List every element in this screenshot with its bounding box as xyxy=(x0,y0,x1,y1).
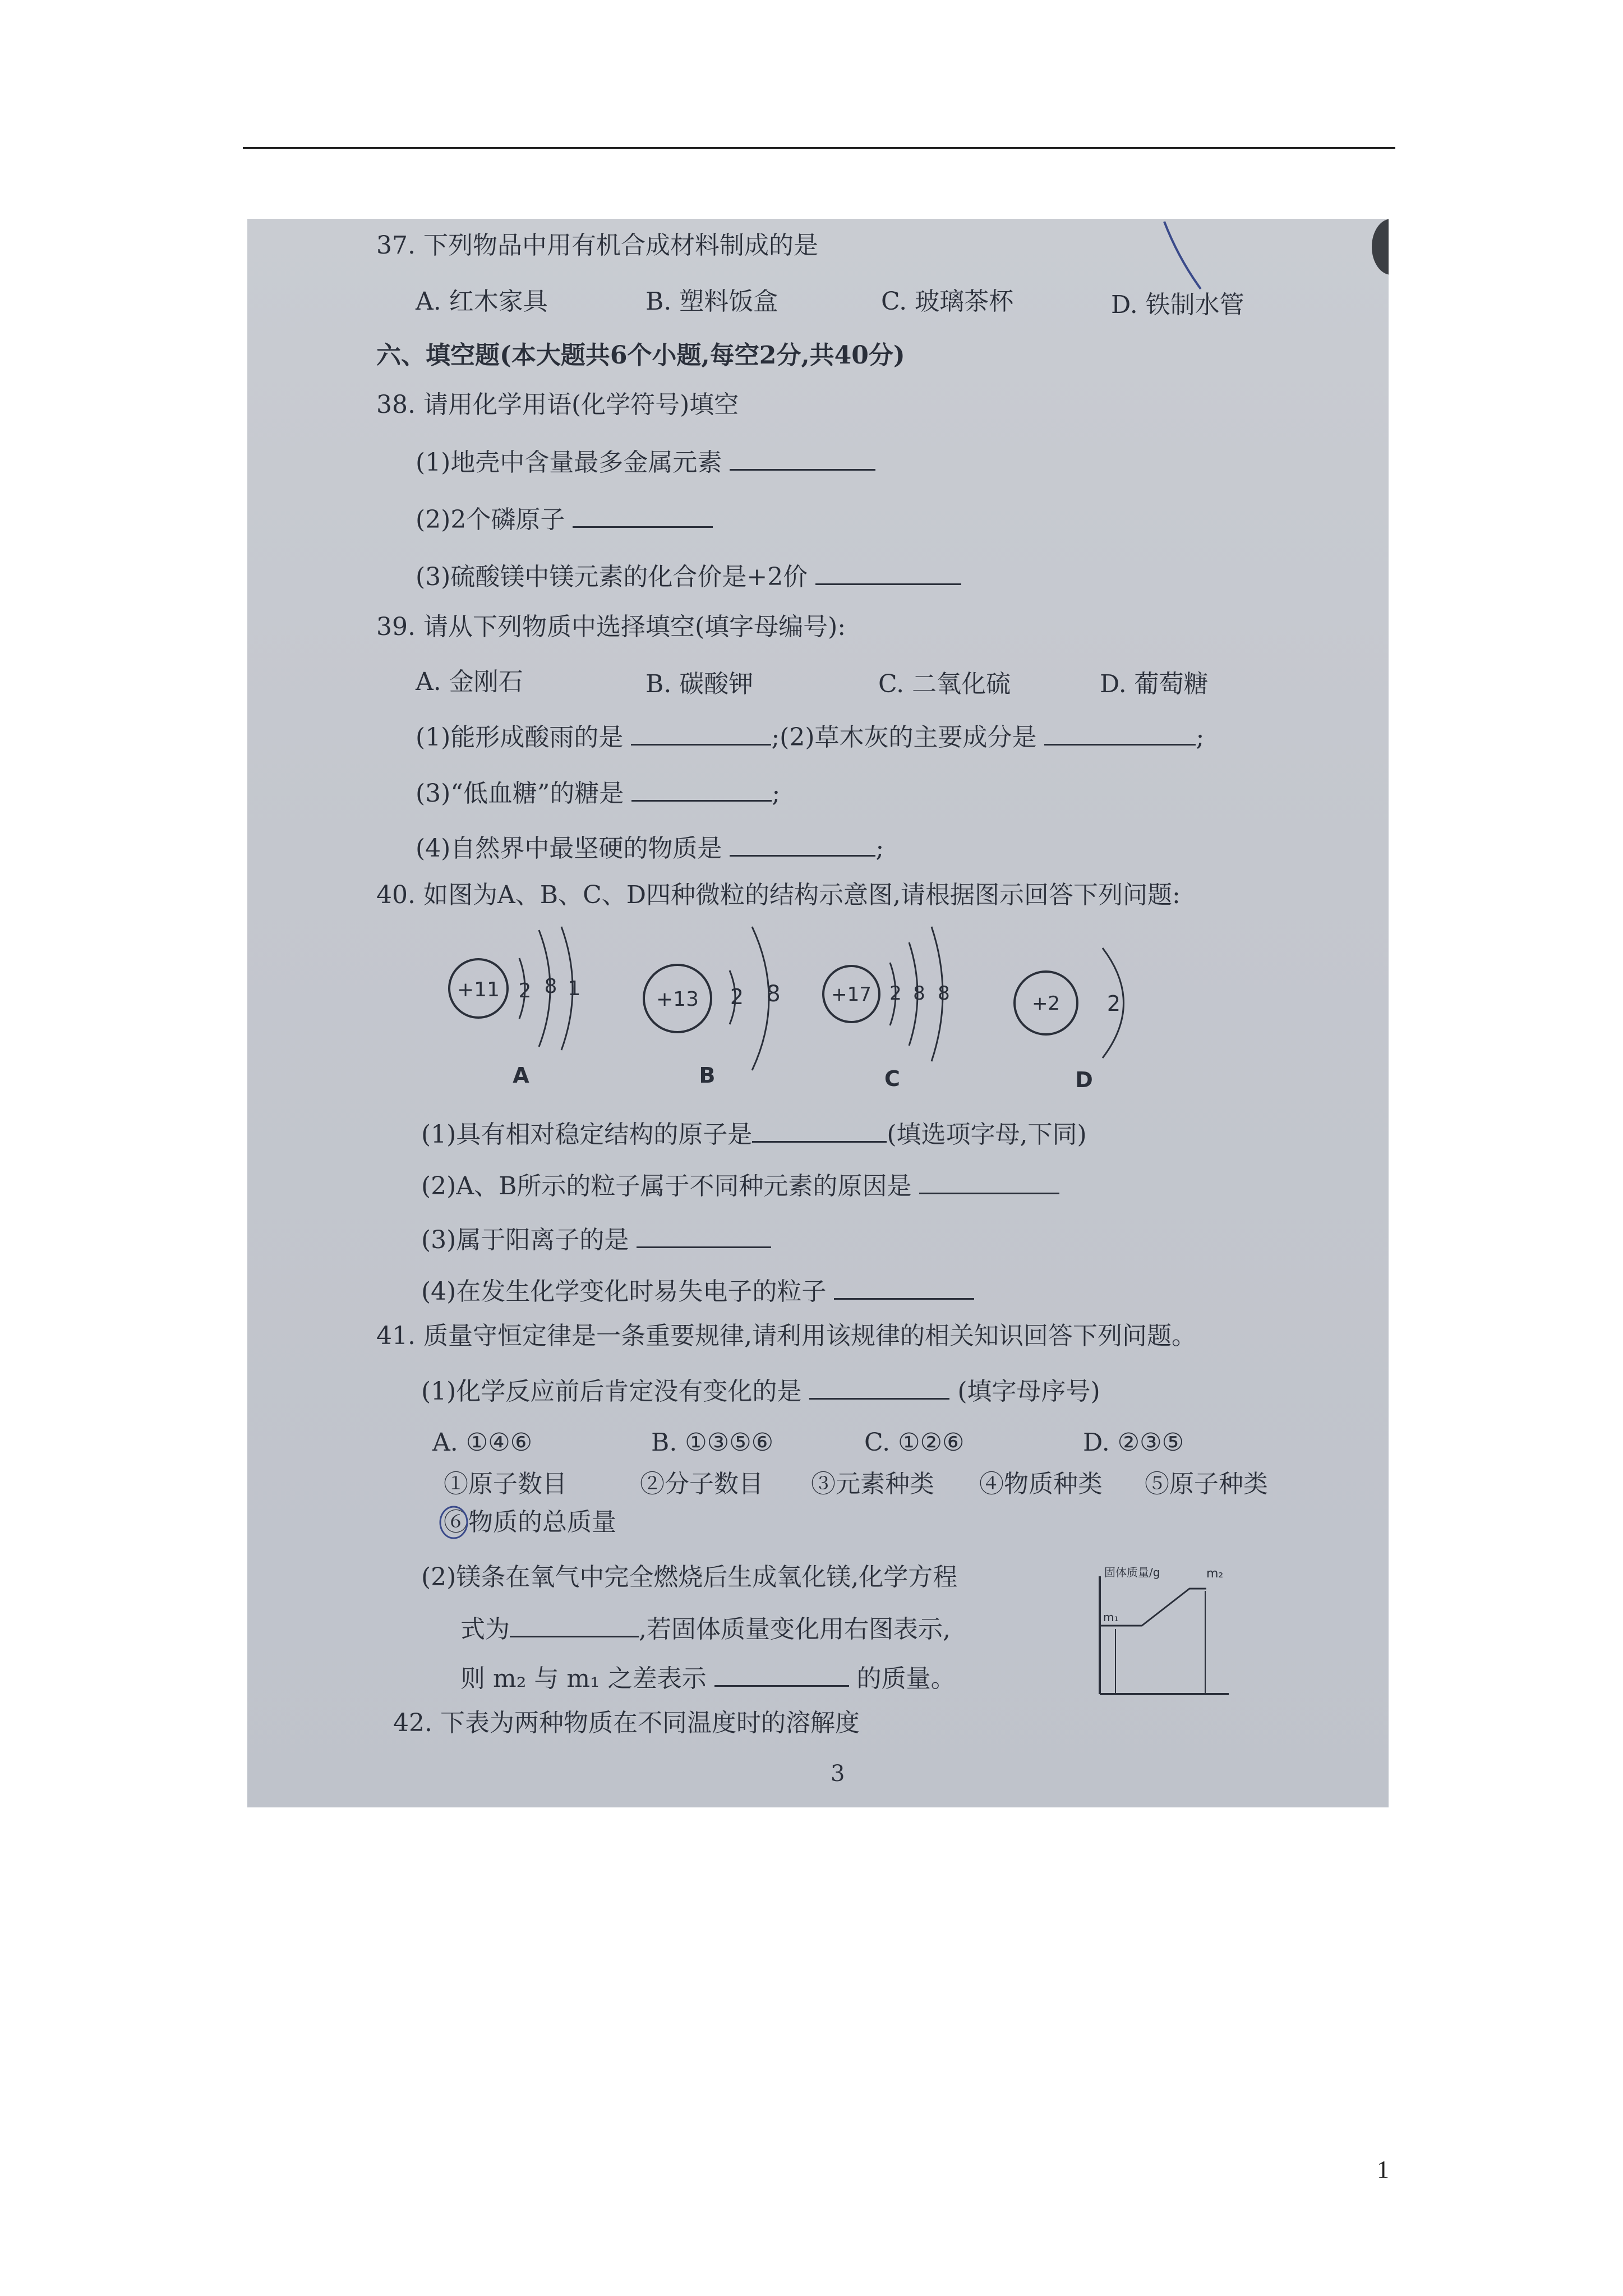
q37-stem: 37. 下列物品中用有机合成材料制成的是 xyxy=(376,231,818,260)
answer-blank[interactable] xyxy=(752,1121,887,1143)
q41-choice-4: ④物质种类 xyxy=(979,1470,1103,1498)
answer-blank[interactable] xyxy=(714,1665,849,1687)
answer-blank[interactable] xyxy=(510,1616,639,1637)
q40-item-2: (2)A、B所示的粒子属于不同种元素的原因是 xyxy=(421,1172,1059,1199)
q41-choice-6: ⑥物质的总质量 xyxy=(444,1508,616,1536)
svg-text:+17: +17 xyxy=(831,983,872,1006)
q41-choice-1: ①原子数目 xyxy=(444,1470,567,1498)
scanned-exam-photo xyxy=(247,219,1389,1807)
q41-part-2-line3: 则 m₂ 与 m₁ 之差表示 的质量。 xyxy=(460,1664,956,1693)
q42-stem: 42. 下表为两种物质在不同温度时的溶解度 xyxy=(393,1709,860,1737)
svg-text:8: 8 xyxy=(913,982,925,1005)
particle-c xyxy=(823,927,950,1091)
q39-option-b: B. 碳酸钾 xyxy=(645,670,754,698)
q38-stem: 38. 请用化学用语(化学符号)填空 xyxy=(376,390,739,419)
q39-option-a: A. 金刚石 xyxy=(416,668,523,696)
header-rule xyxy=(243,147,1395,149)
q39-item-1-2: (1)能形成酸雨的是 ;(2)草木灰的主要成分是 ; xyxy=(416,723,1205,752)
answer-blank[interactable] xyxy=(919,1172,1059,1194)
q41-part-1: (1)化学反应前后肯定没有变化的是 (填字母序号) xyxy=(421,1377,1100,1406)
answer-blank[interactable] xyxy=(637,1226,771,1248)
q40-stem: 40. 如图为A、B、C、D四种微粒的结构示意图,请根据图示回答下列问题: xyxy=(376,881,1181,909)
particle-d xyxy=(1015,948,1124,1092)
q41-part-2-line1: (2)镁条在氧气中完全燃烧后生成氧化镁,化学方程 xyxy=(421,1563,958,1591)
svg-text:m₂: m₂ xyxy=(1206,1567,1224,1581)
q40-item-1: (1)具有相对稳定结构的原子是 (填选项字母,下同) xyxy=(421,1120,1087,1149)
q38-item-1: (1)地壳中含量最多金属元素 xyxy=(416,449,875,475)
q41-choice-3: ③元素种类 xyxy=(811,1470,934,1498)
q41-option-d: D. ②③⑤ xyxy=(1083,1428,1184,1457)
svg-text:D: D xyxy=(1075,1068,1093,1092)
q41-option-b: B. ①③⑤⑥ xyxy=(651,1428,774,1457)
q37-option-d: D. 铁制水管 xyxy=(1111,291,1244,319)
q37-option-b: B. 塑料饭盒 xyxy=(645,287,778,316)
svg-text:8: 8 xyxy=(544,975,557,998)
svg-text:2: 2 xyxy=(730,984,744,1009)
q38-item-2: (2)2个磷原子 xyxy=(416,506,713,532)
q41-choice-2: ②分子数目 xyxy=(640,1470,763,1498)
q38-item-3: (3)硫酸镁中镁元素的化合价是+2价 xyxy=(416,563,961,590)
answer-blank[interactable] xyxy=(834,1278,974,1300)
section6-title: 六、填空题 xyxy=(376,341,500,370)
svg-text:+2: +2 xyxy=(1031,992,1061,1015)
section6-note: (本大题共6个小题,每空2分,共40分) xyxy=(500,341,905,370)
q40-item-3: (3)属于阳离子的是 xyxy=(421,1226,771,1253)
atom-structure-diagrams xyxy=(247,219,1389,1116)
q41-stem: 41. 质量守恒定律是一条重要规律,请利用该规律的相关知识回答下列问题。 xyxy=(376,1322,1196,1350)
svg-text:+11: +11 xyxy=(457,978,500,1001)
q37-option-c: C. 玻璃茶杯 xyxy=(881,287,1014,316)
particle-a xyxy=(449,927,580,1088)
svg-text:C: C xyxy=(884,1066,900,1091)
q39-item-4: (4)自然界中最坚硬的物质是 ; xyxy=(416,834,884,863)
page-number: 1 xyxy=(1377,2156,1389,2183)
q40-item-4: (4)在发生化学变化时易失电子的粒子 xyxy=(421,1278,974,1304)
q37-option-a: A. 红木家具 xyxy=(416,287,548,316)
q39-option-c: C. 二氧化硫 xyxy=(878,670,1011,698)
svg-text:B: B xyxy=(699,1063,716,1088)
answer-blank[interactable] xyxy=(809,1378,949,1400)
q39-stem: 39. 请从下列物质中选择填空(填字母编号): xyxy=(376,613,846,641)
q39-item-3: (3)“低血糖”的糖是 ; xyxy=(416,779,781,808)
q39-option-d: D. 葡萄糖 xyxy=(1100,670,1209,698)
svg-text:8: 8 xyxy=(938,982,950,1005)
svg-text:m₁: m₁ xyxy=(1103,1611,1119,1624)
inner-page-number: 3 xyxy=(831,1761,845,1787)
svg-text:2: 2 xyxy=(1106,991,1121,1016)
q41-option-a: A. ①④⑥ xyxy=(432,1428,533,1457)
svg-text:2: 2 xyxy=(889,982,902,1005)
svg-text:+13: +13 xyxy=(656,988,699,1011)
svg-text:2: 2 xyxy=(518,979,532,1002)
particle-b xyxy=(644,927,781,1088)
q41-option-c: C. ①②⑥ xyxy=(864,1428,965,1457)
svg-text:8: 8 xyxy=(766,981,781,1007)
svg-text:固体质量/g: 固体质量/g xyxy=(1104,1566,1160,1579)
solid-mass-graph xyxy=(1089,1559,1234,1705)
pen-circle-mark xyxy=(438,1503,472,1543)
q41-part-2-line2: 式为 ,若固体质量变化用右图表示, xyxy=(460,1615,951,1644)
svg-text:1: 1 xyxy=(568,977,581,1000)
svg-text:A: A xyxy=(513,1063,529,1088)
q41-choice-5: ⑤原子种类 xyxy=(1145,1470,1268,1498)
